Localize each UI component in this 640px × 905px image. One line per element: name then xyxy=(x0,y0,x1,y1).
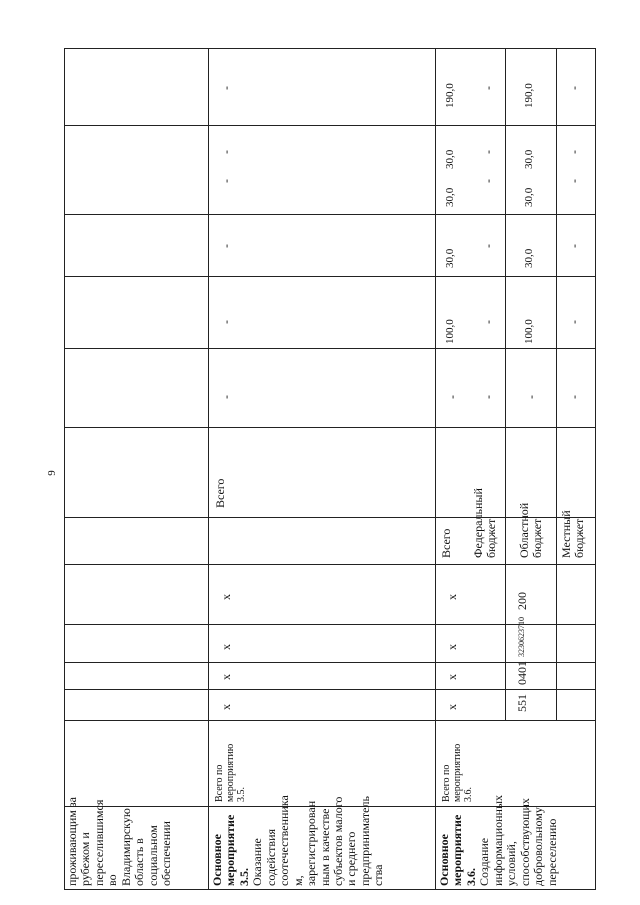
grid-line xyxy=(64,214,596,215)
measure-3-5-total-label: Всего по мероприятию 3.5. xyxy=(214,743,248,802)
grid-line xyxy=(64,276,596,277)
grid-line xyxy=(505,48,506,720)
grid-line xyxy=(64,720,596,721)
grid-line xyxy=(595,48,596,890)
grid-line xyxy=(64,564,596,565)
measure-3-6-value: 30,0 xyxy=(444,187,456,207)
page-number: 9 xyxy=(46,470,58,476)
measure-3-5-value: - xyxy=(219,395,233,399)
measure-3-5-value: - xyxy=(219,86,233,90)
measure-3-6-value: - xyxy=(481,244,495,248)
grid-line xyxy=(208,48,209,890)
measure-3-5-code-x: х xyxy=(219,594,233,600)
measure-3-6-total-label: Всего по мероприятию 3.6. xyxy=(441,743,475,802)
grid-line xyxy=(556,48,557,720)
measure-3-5-value: - xyxy=(219,179,233,183)
previous-row-description: проживающим за рубежом и переселившимся во Владимирскую область в социальном обеспечении xyxy=(65,797,174,886)
measure-3-6-value: 30,0 xyxy=(523,149,535,169)
measure-3-6-value: - xyxy=(567,395,581,399)
measure-3-6-code-x: х xyxy=(445,704,459,710)
grid-line xyxy=(64,48,596,49)
measure-3-6-value: 190,0 xyxy=(444,83,456,108)
measure-3-6-value: 30,0 xyxy=(444,248,456,268)
measure-3-5-source: Всего xyxy=(213,478,227,508)
measure-3-6-value: - xyxy=(481,86,495,90)
measure-3-5-code-x: х xyxy=(219,674,233,680)
measure-3-6-value: - xyxy=(481,395,495,399)
grid-line xyxy=(64,889,596,890)
measure-3-6-value: - xyxy=(524,395,538,399)
grid-line xyxy=(64,48,65,890)
grid-line xyxy=(64,348,596,349)
measure-3-6-code: 0401 xyxy=(515,661,529,685)
measure-3-6-value: - xyxy=(481,150,495,154)
measure-3-6-value: - xyxy=(567,179,581,183)
measure-3-6-value: 30,0 xyxy=(444,149,456,169)
measure-3-6-code: 200 xyxy=(515,592,529,610)
measure-3-6-value: 100,0 xyxy=(444,319,456,344)
measure-3-6-value: - xyxy=(445,395,459,399)
measure-3-5-value: - xyxy=(219,320,233,324)
measure-3-6-value: - xyxy=(567,320,581,324)
measure-3-6-value: 30,0 xyxy=(523,248,535,268)
budget-table xyxy=(64,48,596,890)
measure-3-6-description: Основное мероприятие 3.6. Создание информационных условий, способствующих добровольному переселению xyxy=(437,794,559,886)
measure-3-6-value: - xyxy=(481,179,495,183)
measure-3-5-value: - xyxy=(219,244,233,248)
measure-3-6-code-x: х xyxy=(445,644,459,650)
grid-line xyxy=(64,125,596,126)
grid-line xyxy=(64,689,596,690)
measure-3-6-source: Областной бюджет xyxy=(517,502,545,558)
grid-line xyxy=(435,48,436,890)
measure-3-5-description: Основное мероприятие 3.5. Оказание содействия соотечественника м, зарегистрирован ным в качестве субъектов малого и среднего предприниматель ства xyxy=(210,795,386,886)
measure-3-6-value: 30,0 xyxy=(523,187,535,207)
measure-3-6-value: - xyxy=(567,86,581,90)
measure-3-5-code-x: х xyxy=(219,644,233,650)
measure-3-6-source: Федеральный бюджет xyxy=(471,488,499,558)
measure-3-6-value: - xyxy=(481,320,495,324)
measure-3-6-value: 190,0 xyxy=(523,83,535,108)
measure-3-5-value: - xyxy=(219,150,233,154)
grid-line xyxy=(64,427,596,428)
measure-3-6-value: 100,0 xyxy=(523,319,535,344)
measure-3-6-value: - xyxy=(567,244,581,248)
measure-3-6-code: 3230623710 xyxy=(517,617,526,657)
measure-3-5-code-x: х xyxy=(219,704,233,710)
measure-3-6-source: Местный бюджет xyxy=(559,510,587,558)
measure-3-6-value: - xyxy=(567,150,581,154)
measure-3-6-source: Всего xyxy=(439,528,453,558)
measure-3-6-code-x: х xyxy=(445,674,459,680)
measure-3-6-code: 551 xyxy=(515,694,529,712)
measure-3-6-code-x: х xyxy=(445,594,459,600)
